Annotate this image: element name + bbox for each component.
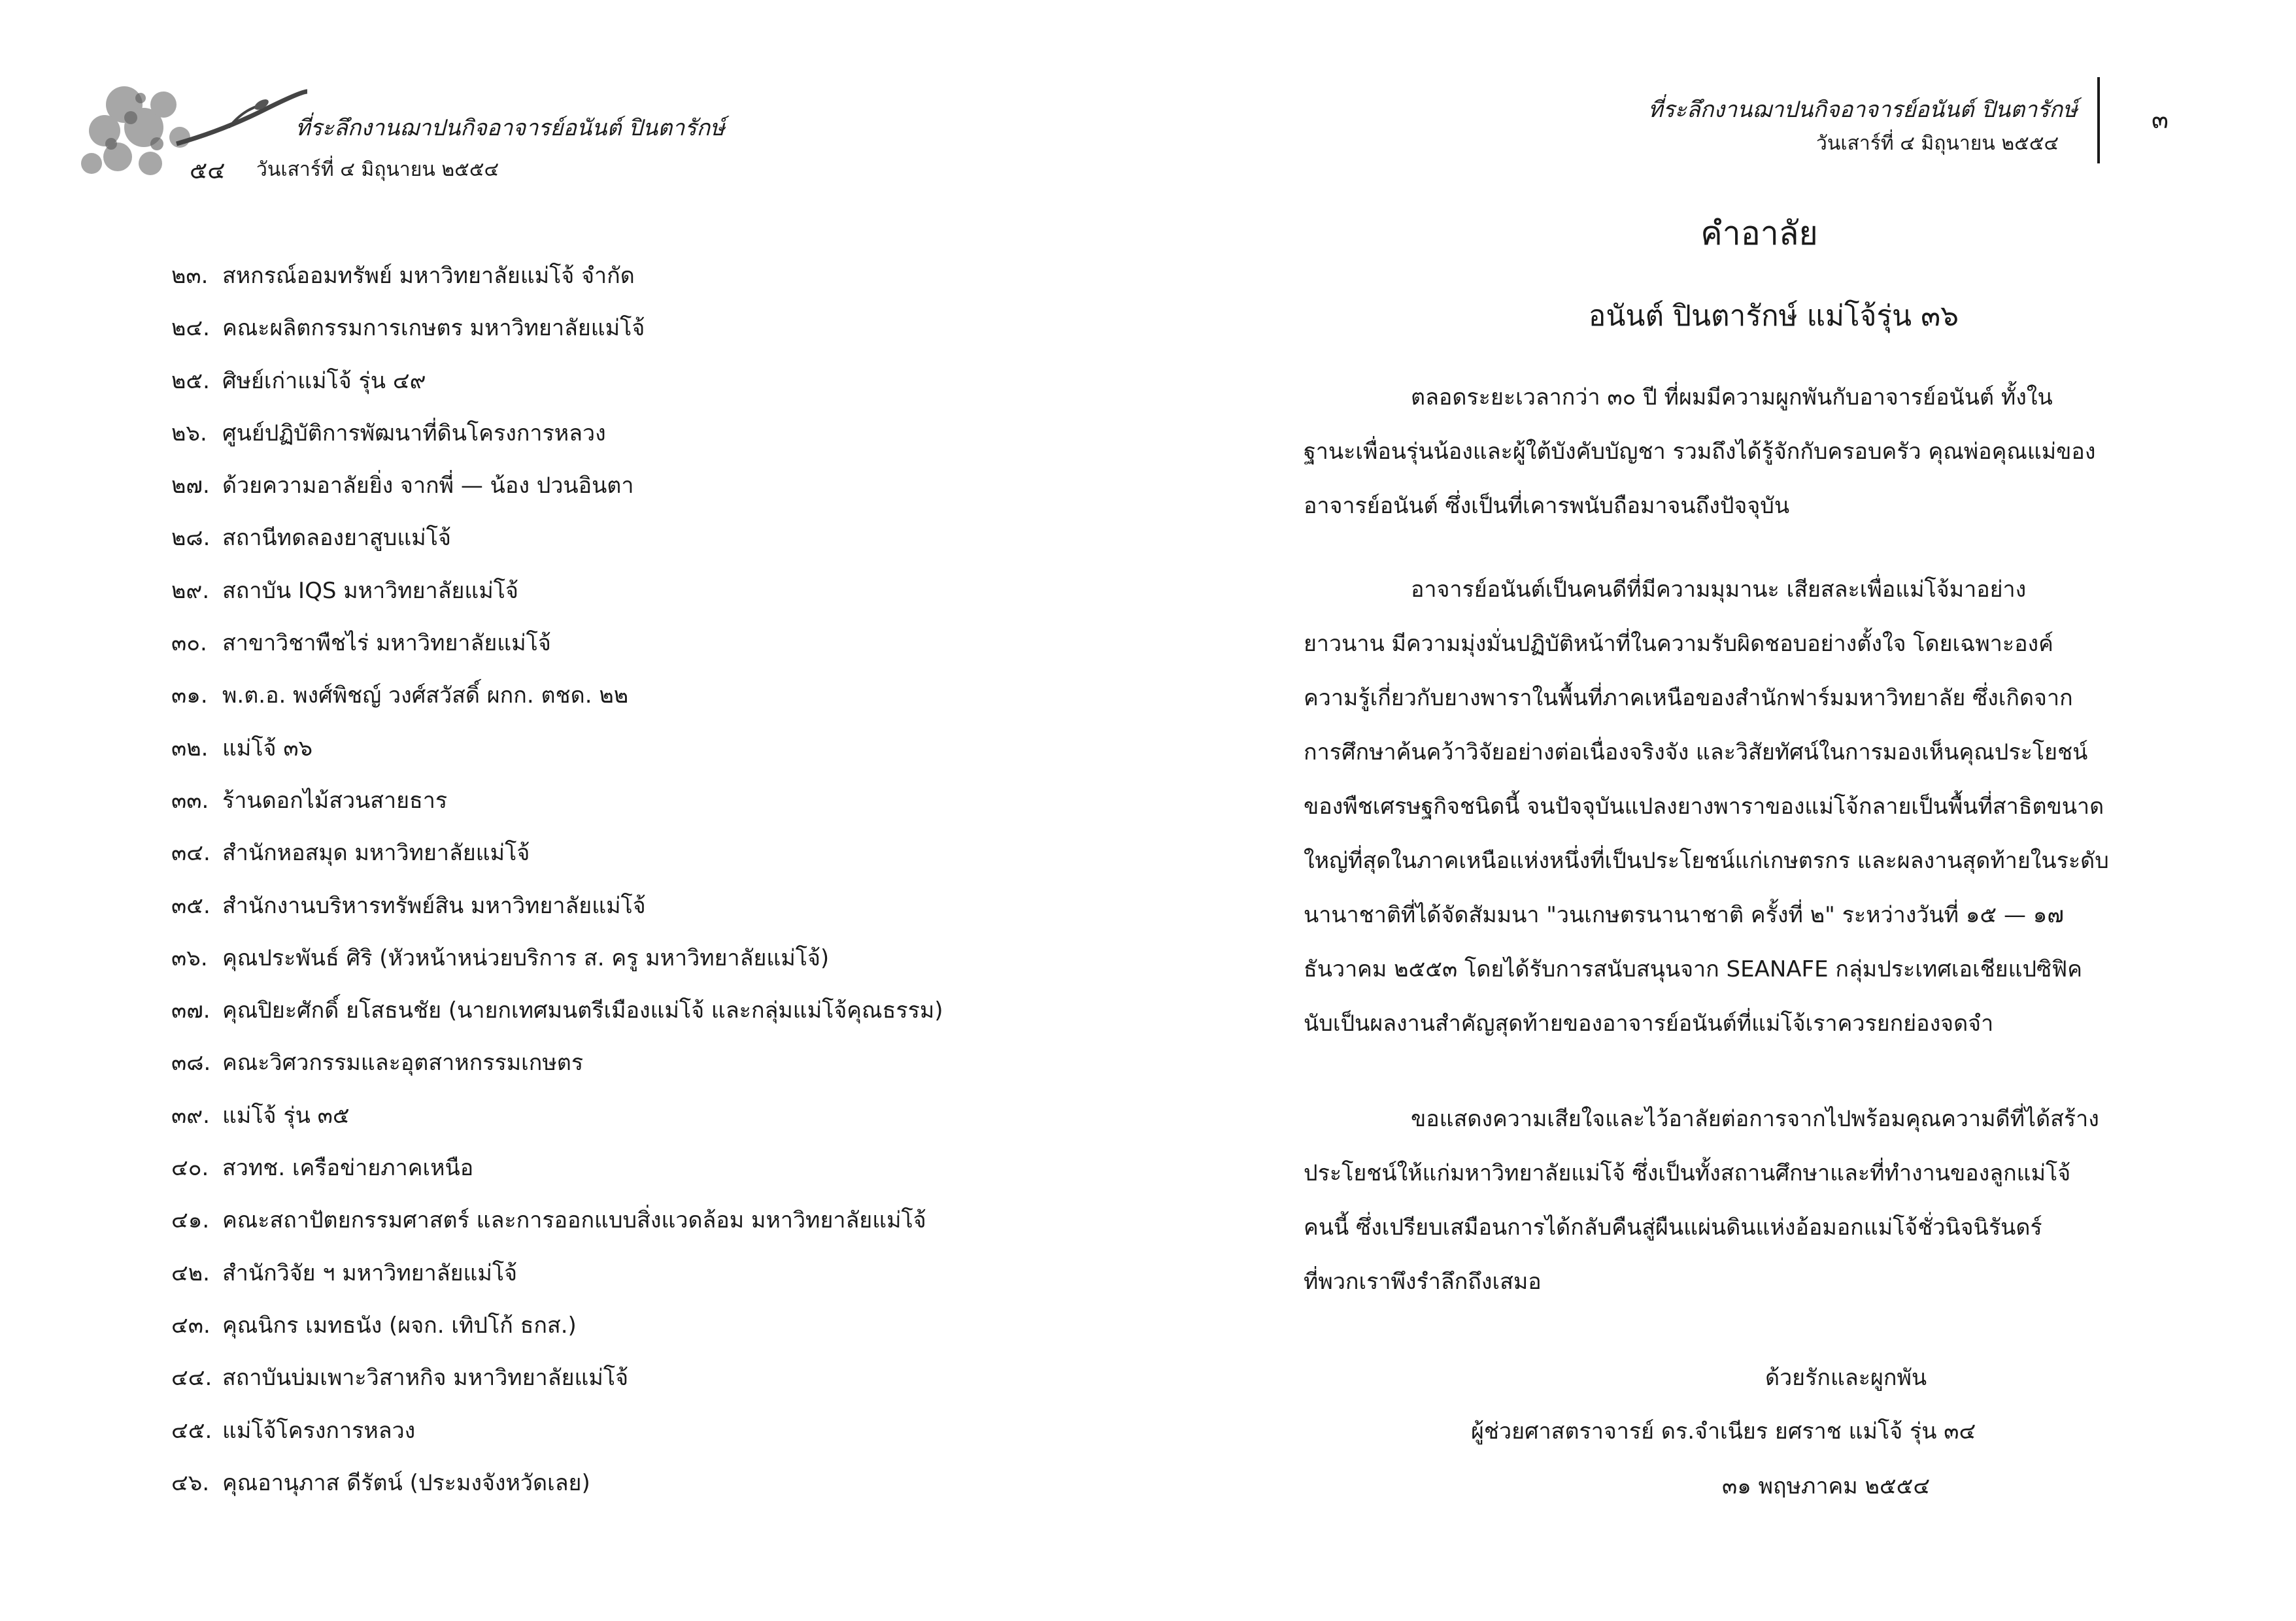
list-item-text: พ.ต.อ. พงศ์พิชญ์ วงศ์สวัสดิ์ ผกก. ตชด. ๒๒ bbox=[222, 682, 629, 709]
list-item-number: ๔๑. bbox=[171, 1207, 210, 1234]
list-item-text: แม่โจ้โครงการหลวง bbox=[222, 1417, 416, 1444]
list-item-number: ๓๗. bbox=[171, 997, 211, 1024]
signer-name: ผู้ช่วยศาสตราจารย์ ดร.จำเนียร ยศราช แม่โจ้ รุ่น ๓๔ bbox=[1471, 1418, 1976, 1445]
list-item-number: ๔๔. bbox=[171, 1365, 212, 1392]
list-item-number: ๒๕. bbox=[171, 367, 210, 394]
list-item-text: คุณประพันธ์ ศิริ (หัวหน้าหน่วยบริการ ส. ครู มหาวิทยาลัยแม่โจ้) bbox=[222, 944, 830, 971]
paragraph-line: ขอแสดงความเสียใจและไว้อาลัยต่อการจากไปพร้อมคุณความดีที่ได้สร้าง bbox=[1411, 1106, 2099, 1132]
list-item-text: คณะสถาปัตยกรรมศาสตร์ และการออกแบบสิ่งแวดล้อม มหาวิทยาลัยแม่โจ้ bbox=[222, 1207, 926, 1234]
list-item-text: สำนักวิจัย ฯ มหาวิทยาลัยแม่โจ้ bbox=[222, 1260, 518, 1286]
list-item bbox=[171, 256, 943, 309]
list-item-text: คุณปิยะศักดิ์ ยโสธนชัย (นายกเทศมนตรีเมืองแม่โจ้ และกลุ่มแม่โจ้คุณธรรม) bbox=[222, 997, 943, 1024]
paragraph-line: อาจารย์อนันต์ ซึ่งเป็นที่เคารพนับถือมาจนถึงปัจจุบัน bbox=[1304, 493, 1790, 519]
list-item-text: ด้วยความอาลัยยิ่ง จากพี่ — น้อง ปวนอินตา bbox=[222, 473, 634, 499]
article-title: คำอาลัย bbox=[1700, 214, 1818, 252]
list-item bbox=[171, 1358, 943, 1411]
header-date: วันเสาร์ที่ ๔ มิถุนายน ๒๕๕๔ bbox=[256, 158, 499, 181]
list-item bbox=[171, 1306, 943, 1358]
list-item bbox=[171, 1463, 943, 1516]
list-item-text: แม่โจ้ ๓๖ bbox=[222, 735, 313, 761]
list-item-text: ร้านดอกไม้สวนสายธาร bbox=[222, 787, 448, 814]
paragraph-line: การศึกษาค้นคว้าวิจัยอย่างต่อเนื่องจริงจัง และวิสัยทัศน์ในการมองเห็นคุณประโยชน์ bbox=[1304, 739, 2088, 765]
paragraph-2 bbox=[1304, 570, 2147, 1058]
donor-list bbox=[171, 256, 943, 1516]
list-item-text: คุณนิกร เมทธนัง (ผจก. เทิปโก้ ธกส.) bbox=[222, 1312, 577, 1339]
paragraph-line: นานาชาติที่ได้จัดสัมมนา "วนเกษตรนานาชาติ ครั้งที่ ๒" ระหว่างวันที่ ๑๕ — ๑๗ bbox=[1304, 902, 2064, 928]
list-item-number: ๓๔. bbox=[171, 840, 211, 867]
list-item-number: ๓๖. bbox=[171, 944, 208, 971]
list-item bbox=[171, 1043, 943, 1095]
list-item bbox=[171, 1411, 943, 1463]
paragraph-3 bbox=[1304, 1099, 2147, 1316]
list-item-number: ๒๗. bbox=[171, 473, 210, 499]
sign-date: ๓๑ พฤษภาคม ๒๕๕๔ bbox=[1722, 1473, 1931, 1499]
list-item-text: สถานีทดลองยาสูบแม่โจ้ bbox=[222, 525, 451, 552]
list-item bbox=[171, 571, 943, 624]
list-item-text: สวทช. เครือข่ายภาคเหนือ bbox=[222, 1155, 474, 1182]
paragraph-line: คนนี้ ซึ่งเปรียบเสมือนการได้กลับคืนสู่ผืนแผ่นดินแห่งอ้อมอกแม่โจ้ชั่วนิจนิรันดร์ bbox=[1304, 1214, 2042, 1241]
list-item bbox=[171, 781, 943, 833]
list-item-number: ๔๕. bbox=[171, 1417, 212, 1444]
closing-phrase: ด้วยรักและผูกพัน bbox=[1765, 1365, 1927, 1391]
list-item-number: ๔๓. bbox=[171, 1312, 211, 1339]
list-item-number: ๒๘. bbox=[171, 525, 211, 552]
header-date: วันเสาร์ที่ ๔ มิถุนายน ๒๕๕๔ bbox=[1816, 132, 2059, 155]
list-item-text: สำนักหอสมุด มหาวิทยาลัยแม่โจ้ bbox=[222, 840, 530, 867]
paragraph-line: ฐานะเพื่อนรุ่นน้องและผู้ใต้บังคับบัญชา รวมถึงได้รู้จักกับครอบครัว คุณพ่อคุณแม่ของ bbox=[1304, 439, 2096, 465]
list-item-text: คณะผลิตกรรมการเกษตร มหาวิทยาลัยแม่โจ้ bbox=[222, 315, 645, 342]
list-item-number: ๓๒. bbox=[171, 735, 209, 761]
list-item bbox=[171, 309, 943, 361]
list-item-text: คณะวิศวกรรมและอุตสาหกรรมเกษตร bbox=[222, 1050, 584, 1077]
paragraph-line: ใหญ่ที่สุดในภาคเหนือแห่งหนึ่งที่เป็นประโยชน์แก่เกษตรกร และผลงานสุดท้ายในระดับ bbox=[1304, 848, 2109, 874]
paragraph-line: นับเป็นผลงานสำคัญสุดท้ายของอาจารย์อนันต์ที่แม่โจ้เราควรยกย่องจดจำ bbox=[1304, 1011, 1994, 1037]
header-divider bbox=[2097, 77, 2100, 163]
list-item-number: ๔๒. bbox=[171, 1260, 210, 1286]
right-page bbox=[1148, 0, 2296, 1621]
list-item bbox=[171, 361, 943, 414]
list-item-number: ๓๘. bbox=[171, 1050, 211, 1077]
list-item-number: ๓๑. bbox=[171, 682, 208, 709]
list-item bbox=[171, 939, 943, 991]
list-item-text: คุณอานุภาส ดีรัตน์ (ประมงจังหวัดเลย) bbox=[222, 1469, 590, 1496]
list-item-number: ๔๐. bbox=[171, 1155, 209, 1182]
list-item-number: ๒๔. bbox=[171, 315, 210, 342]
list-item-text: ศูนย์ปฏิบัติการพัฒนาที่ดินโครงการหลวง bbox=[222, 420, 606, 446]
list-item-text: สถาบันบ่มเพาะวิสาหกิจ มหาวิทยาลัยแม่โจ้ bbox=[222, 1365, 628, 1392]
list-item-number: ๒๙. bbox=[171, 577, 210, 604]
list-item bbox=[171, 624, 943, 676]
paragraph-line: ความรู้เกี่ยวกับยางพาราในพื้นที่ภาคเหนือของสำนักฟาร์มมหาวิทยาลัย ซึ่งเกิดจาก bbox=[1304, 685, 2073, 711]
list-item-number: ๓๙. bbox=[171, 1102, 210, 1129]
header-title: ที่ระลึกงานฌาปนกิจอาจารย์อนันต์ ปินตารักษ์ bbox=[1648, 97, 2078, 123]
paragraph-line: ยาวนาน มีความมุ่งมั่นปฏิบัติหน้าที่ในความรับผิดชอบอย่างตั้งใจ โดยเฉพาะองค์ bbox=[1304, 631, 2053, 657]
page-number: ๓ bbox=[2152, 105, 2169, 134]
list-item bbox=[171, 1096, 943, 1148]
list-item bbox=[171, 466, 943, 518]
article-subtitle: อนันต์ ปินตารักษ์ แม่โจ้รุ่น ๓๖ bbox=[1588, 299, 1959, 333]
list-item bbox=[171, 1201, 943, 1253]
list-item-number: ๒๖. bbox=[171, 420, 207, 446]
list-item-text: สหกรณ์ออมทรัพย์ มหาวิทยาลัยแม่โจ้ จำกัด bbox=[222, 263, 635, 289]
list-item bbox=[171, 886, 943, 939]
list-item bbox=[171, 1254, 943, 1306]
list-item bbox=[171, 833, 943, 886]
list-item bbox=[171, 729, 943, 781]
list-item-text: แม่โจ้ รุ่น ๓๕ bbox=[222, 1102, 350, 1129]
list-item-text: สาขาวิชาพืชไร่ มหาวิทยาลัยแม่โจ้ bbox=[222, 630, 551, 657]
list-item-number: ๓๐. bbox=[171, 630, 207, 657]
list-item-text: ศิษย์เก่าแม่โจ้ รุ่น ๔๙ bbox=[222, 367, 426, 394]
paragraph-line: ของพืชเศรษฐกิจชนิดนี้ จนปัจจุบันแปลงยางพาราของแม่โจ้กลายเป็นพื้นที่สาธิตขนาด bbox=[1304, 794, 2104, 820]
list-item bbox=[171, 414, 943, 466]
page-number: ๕๔ bbox=[190, 158, 226, 184]
list-item-text: สถาบัน IQS มหาวิทยาลัยแม่โจ้ bbox=[222, 577, 518, 604]
paragraph-line: ประโยชน์ให้แก่มหาวิทยาลัยแม่โจ้ ซึ่งเป็นทั้งสถานศึกษาและที่ทำงานของลูกแม่โจ้ bbox=[1304, 1160, 2071, 1186]
paragraph-line: ธันวาคม ๒๕๕๓ โดยได้รับการสนับสนุนจาก SEANAFE กลุ่มประเทศเอเชียแปซิฟิค bbox=[1304, 956, 2082, 982]
header-title: ที่ระลึกงานฌาปนกิจอาจารย์อนันต์ ปินตารักษ์ bbox=[295, 115, 725, 141]
paragraph-line: ที่พวกเราพึงรำลึกถึงเสมอ bbox=[1304, 1269, 1542, 1295]
list-item bbox=[171, 518, 943, 571]
paragraph-line: ตลอดระยะเวลากว่า ๓๐ ปี ที่ผมมีความผูกพันกับอาจารย์อนันต์ ทั้งใน bbox=[1411, 384, 2053, 410]
list-item bbox=[171, 676, 943, 728]
list-item bbox=[171, 991, 943, 1043]
list-item bbox=[171, 1148, 943, 1201]
list-item-number: ๓๕. bbox=[171, 892, 211, 919]
list-item-number: ๔๖. bbox=[171, 1469, 210, 1496]
paragraph-line: อาจารย์อนันต์เป็นคนดีที่มีความมุมานะ เสียสละเพื่อแม่โจ้มาอย่าง bbox=[1411, 577, 2027, 603]
list-item-number: ๓๓. bbox=[171, 787, 209, 814]
list-item-text: สำนักงานบริหารทรัพย์สิน มหาวิทยาลัยแม่โจ้ bbox=[222, 892, 646, 919]
paragraph-1 bbox=[1304, 378, 2147, 541]
list-item-number: ๒๓. bbox=[171, 263, 209, 289]
